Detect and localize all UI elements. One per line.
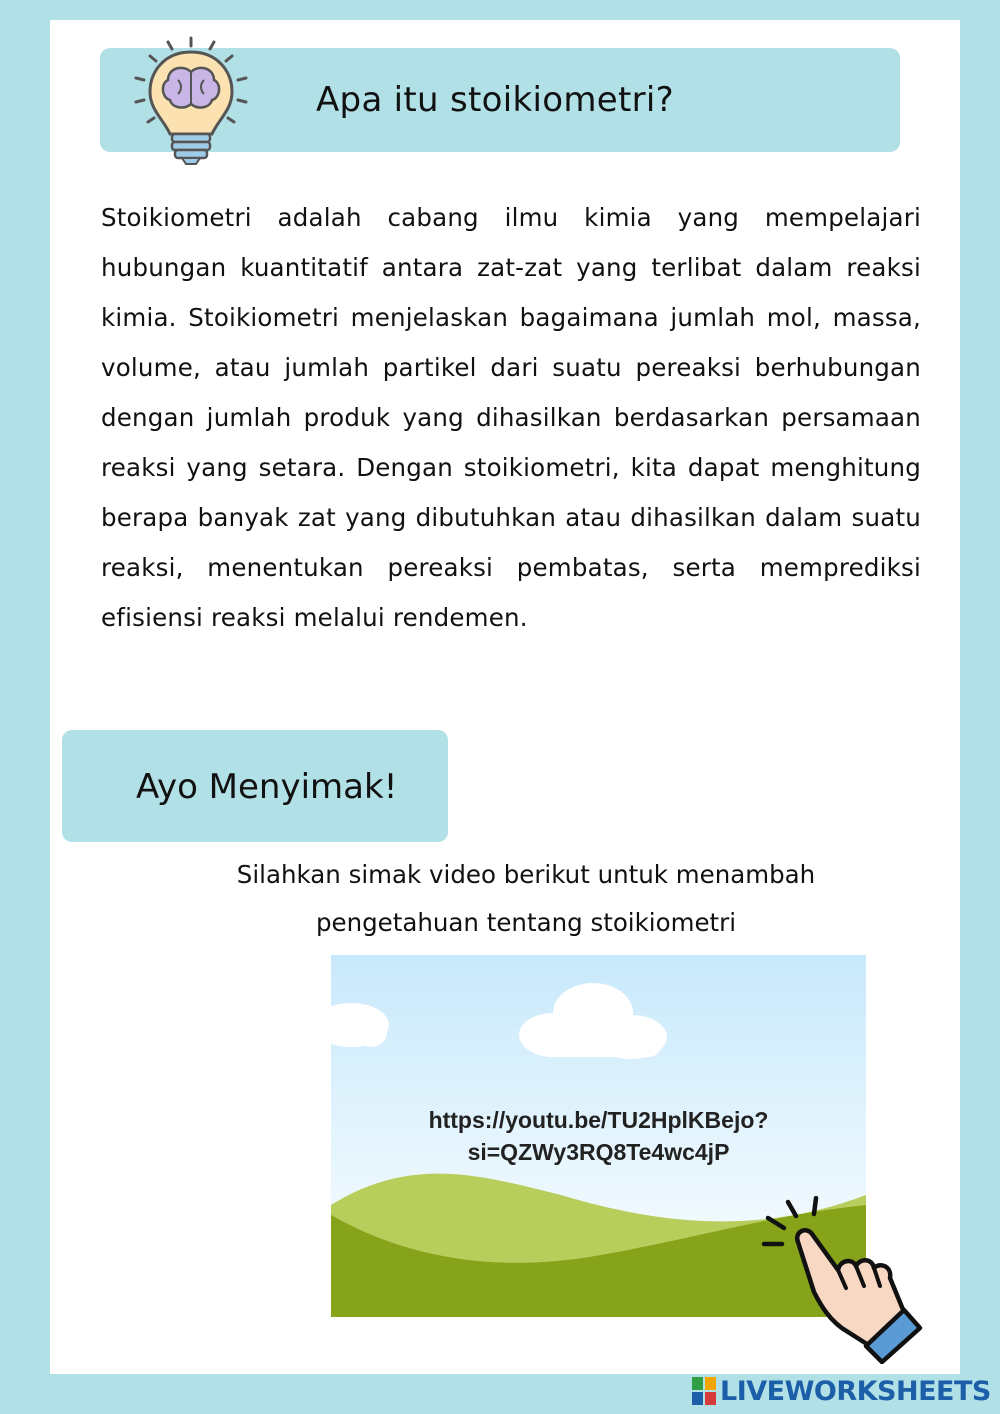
liveworksheets-logo-icon bbox=[692, 1377, 716, 1405]
video-link-line-1[interactable]: https://youtu.be/TU2HplKBejo? bbox=[428, 1107, 769, 1133]
page-title: Apa itu stoikiometri? bbox=[316, 80, 674, 120]
brand-name: LIVEWORKSHEETS bbox=[720, 1375, 991, 1407]
section-title: Ayo Menyimak! bbox=[136, 767, 398, 807]
pointing-hand-icon bbox=[758, 1196, 926, 1364]
instruction-line-2: pengetahuan tentang stoikiometri bbox=[315, 908, 737, 937]
liveworksheets-brand bbox=[692, 1374, 991, 1408]
video-link-line-2[interactable]: si=QZWy3RQ8Te4wc4jP bbox=[467, 1139, 730, 1165]
definition-paragraph: Stoikiometri adalah cabang ilmu kimia yang mempelajari hubungan kuantitatif antara zat-zat yang terlibat dalam reaksi kimia. Stoikiometri menjelaskan bagaimana jumlah mol, massa, volume, atau jumlah partikel dari suatu pereaksi berhubungan dengan jumlah produk yang dihasilkan berdasarkan persamaan reaksi yang setara. Dengan stoikiometri, kita dapat menghitung berapa banyak zat yang dibutuhkan atau dihasilkan dalam suatu reaksi, menentukan pereaksi pembatas, serta memprediksi efisiensi reaksi melalui rendemen. bbox=[101, 203, 921, 632]
video-link[interactable] bbox=[331, 1104, 866, 1168]
instruction-line-1: Silahkan simak video berikut untuk menambah bbox=[236, 860, 816, 889]
lightbulb-brain-icon bbox=[128, 34, 254, 166]
video-instruction bbox=[200, 851, 852, 947]
